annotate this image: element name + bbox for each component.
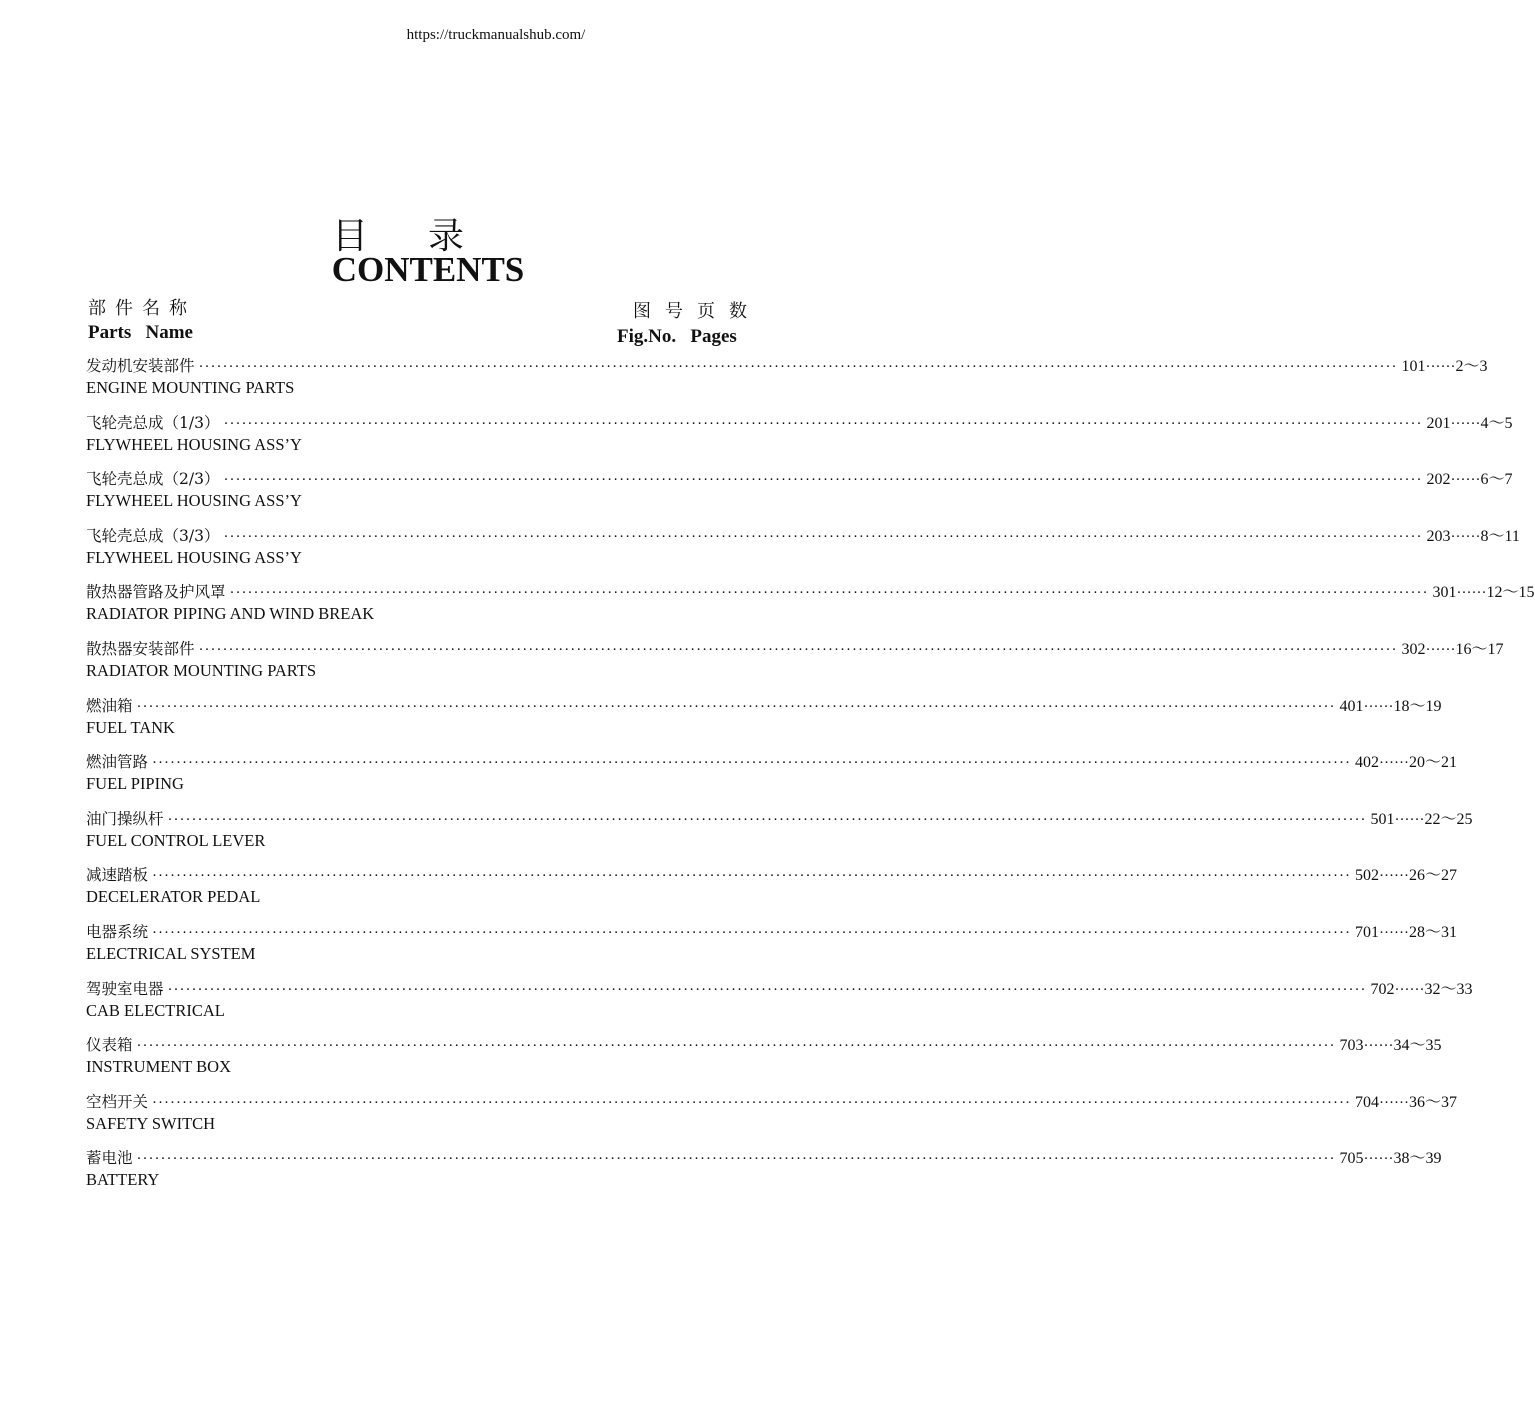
toc-entry-fig-no: 202 [1426,471,1451,489]
col-header-fig-cn: 图号页数 [633,301,761,322]
toc-entry[interactable] [86,518,1520,575]
toc-entry-fig-no: 704 [1355,1093,1380,1111]
toc-entry-name-en: DECELERATOR PEDAL [86,887,261,907]
toc-entry-name-en: FUEL CONTROL LEVER [86,830,266,850]
toc-entry-pages: 22～25 [1424,810,1473,828]
toc-entry-name-cn: 电器系统 [86,922,149,941]
toc-entry-name-en: FLYWHEEL HOUSING ASS’Y [86,434,302,454]
toc-entry-separator: ······ [1363,698,1394,715]
toc-entry-name-en: RADIATOR PIPING AND WIND BREAK [86,604,375,624]
toc-entry[interactable] [86,688,1442,745]
toc-entry-name-cn: 飞轮壳总成（1/3） [86,413,220,432]
toc-entry-separator: ······ [1450,415,1481,432]
toc-entry-cn-line [86,801,1473,829]
toc-entry-name-cn: 飞轮壳总成（3/3） [86,526,220,545]
toc-entry-name-en: ELECTRICAL SYSTEM [86,943,256,963]
col-header-fig-en: Fig.No. Pages [617,326,737,347]
toc-entry-fig-no: 302 [1401,640,1426,658]
toc-leader-dots: ········································································································································································································ [152,755,1352,772]
toc-leader-dots: ········································································································································································································ [229,585,1429,602]
toc-entry-pages: 16～17 [1455,640,1504,658]
toc-entry-name-en: ENGINE MOUNTING PARTS [86,378,295,397]
toc-entry[interactable] [86,971,1473,1028]
toc-entry-cn-line [86,914,1458,942]
toc-entry-separator: ······ [1394,811,1425,828]
col-header-name-cn: 部件名称 [88,298,196,319]
toc-entry-fig-no: 101 [1401,358,1426,375]
toc-entry-name-en: BATTERY [86,1170,160,1190]
toc-entry-pages: 28～31 [1409,923,1458,941]
toc-entry-name-en: RADIATOR MOUNTING PARTS [86,660,317,680]
toc-entry-separator: ······ [1450,528,1481,545]
toc-entry[interactable] [86,857,1458,914]
toc-entry-cn-line [86,631,1504,659]
toc-entry-cn-line [86,744,1458,772]
toc-entry[interactable] [86,1084,1458,1141]
toc-entry-pages: 18～19 [1393,697,1442,715]
toc-entry-name-en: FLYWHEEL HOUSING ASS’Y [86,547,302,567]
toc-entry-fig-no: 201 [1426,414,1451,432]
toc-entry-name-cn: 仪表箱 [86,1036,133,1055]
toc-entry-fig-no: 301 [1432,584,1457,602]
toc-entry-fig-no: 501 [1370,810,1395,828]
toc-entry-fig-no: 705 [1339,1150,1364,1168]
toc-entry-cn-line [86,348,1488,376]
toc-entry-separator: ······ [1379,1094,1410,1111]
toc-entry-fig-no: 402 [1355,754,1380,772]
toc-entry[interactable] [86,461,1513,518]
toc-entry-name-en: FUEL TANK [86,717,175,737]
toc-leader-dots: ········································································································································································································ [167,981,1367,998]
toc-entry-pages: 2～3 [1455,358,1488,375]
toc-entry-name-cn: 发动机安装部件 [86,357,195,375]
toc-list [86,348,1535,1197]
toc-entry-cn-line [86,1140,1442,1168]
toc-leader-dots: ········································································································································································································ [198,359,1398,375]
toc-leader-dots: ········································································································································································································ [223,472,1423,489]
toc-entry[interactable] [86,744,1458,801]
toc-entry-cn-line [86,971,1473,999]
toc-entry[interactable] [86,574,1535,631]
page-title-cn: 目录 [331,216,524,257]
toc-entry-pages: 38～39 [1393,1150,1442,1168]
toc-entry-separator: ······ [1363,1151,1394,1168]
toc-entry-cn-line [86,857,1458,885]
toc-entry-name-cn: 散热器管路及护风罩 [86,583,226,602]
toc-entry-name-cn: 散热器安装部件 [86,639,195,658]
toc-entry-name-en: INSTRUMENT BOX [86,1057,231,1077]
toc-entry-name-en: FLYWHEEL HOUSING ASS’Y [86,491,302,511]
toc-entry-fig-no: 703 [1339,1037,1364,1055]
toc-entry-name-cn: 蓄电池 [86,1149,133,1168]
toc-leader-dots: ········································································································································································································ [136,698,1336,715]
toc-entry-pages: 20～21 [1409,754,1458,772]
toc-entry-cn-line [86,405,1513,433]
toc-entry-pages: 32～33 [1424,980,1473,998]
toc-entry[interactable] [86,348,1488,405]
toc-leader-dots: ········································································································································································································ [198,641,1398,658]
toc-entry-name-cn: 飞轮壳总成（2/3） [86,470,220,489]
toc-entry-pages: 36～37 [1409,1093,1458,1111]
toc-leader-dots: ········································································································································································································ [136,1038,1336,1055]
toc-entry-name-en: SAFETY SWITCH [86,1113,216,1133]
toc-entry-name-cn: 驾驶室电器 [86,979,164,998]
col-header-name-en: Parts Name [88,322,193,343]
toc-entry-separator: ······ [1450,472,1481,489]
toc-entry-cn-line [86,461,1513,489]
toc-entry-separator: ······ [1379,924,1410,941]
toc-entry-name-cn: 燃油箱 [86,696,133,715]
toc-leader-dots: ········································································································································································································ [167,811,1367,828]
toc-leader-dots: ········································································································································································································ [223,415,1423,432]
header-url[interactable]: https://truckmanualshub.com/ [406,27,586,43]
toc-entry-name-cn: 空档开关 [86,1092,149,1111]
toc-entry-separator: ······ [1379,868,1410,885]
toc-entry-separator: ······ [1456,585,1487,602]
toc-entry-separator: ······ [1394,981,1425,998]
toc-entry-fig-no: 702 [1370,980,1395,998]
toc-entry-fig-no: 701 [1355,923,1380,941]
toc-entry-cn-line [86,1027,1442,1055]
toc-leader-dots: ········································································································································································································ [223,528,1423,545]
toc-entry-pages: 4～5 [1480,414,1513,432]
toc-leader-dots: ········································································································································································································ [152,924,1352,941]
toc-entry[interactable] [86,914,1458,971]
toc-entry-pages: 6～7 [1480,471,1513,489]
toc-entry-separator: ······ [1425,641,1456,658]
toc-entry-cn-line [86,518,1520,546]
toc-entry-fig-no: 203 [1426,527,1451,545]
toc-leader-dots: ········································································································································································································ [152,868,1352,885]
toc-entry-cn-line [86,688,1442,716]
toc-entry-cn-line [86,1084,1458,1112]
toc-entry-name-cn: 燃油管路 [86,753,149,772]
toc-entry-pages: 26～27 [1409,867,1458,885]
toc-entry[interactable] [86,405,1513,462]
toc-entry-name-en: FUEL PIPING [86,774,184,794]
toc-entry-cn-line [86,574,1535,602]
toc-entry[interactable] [86,1140,1442,1197]
toc-entry-name-en: CAB ELECTRICAL [86,1000,225,1020]
toc-entry-fig-no: 401 [1339,697,1364,715]
toc-entry-pages: 8～11 [1480,527,1520,545]
toc-leader-dots: ········································································································································································································ [136,1151,1336,1168]
toc-entry-separator: ······ [1363,1038,1394,1055]
toc-entry[interactable] [86,1027,1442,1084]
toc-entry-fig-no: 502 [1355,867,1380,885]
toc-leader-dots: ········································································································································································································ [152,1094,1352,1111]
toc-entry-pages: 12～15 [1486,584,1535,602]
toc-entry-name-cn: 减速踏板 [86,866,149,885]
toc-entry[interactable] [86,801,1473,858]
toc-entry[interactable] [86,631,1504,688]
toc-entry-separator: ······ [1379,755,1410,772]
page-title-en: CONTENTS [331,250,525,289]
toc-entry-pages: 34～35 [1393,1037,1442,1055]
toc-entry-name-cn: 油门操纵杆 [86,809,164,828]
toc-entry-separator: ······ [1425,359,1456,375]
